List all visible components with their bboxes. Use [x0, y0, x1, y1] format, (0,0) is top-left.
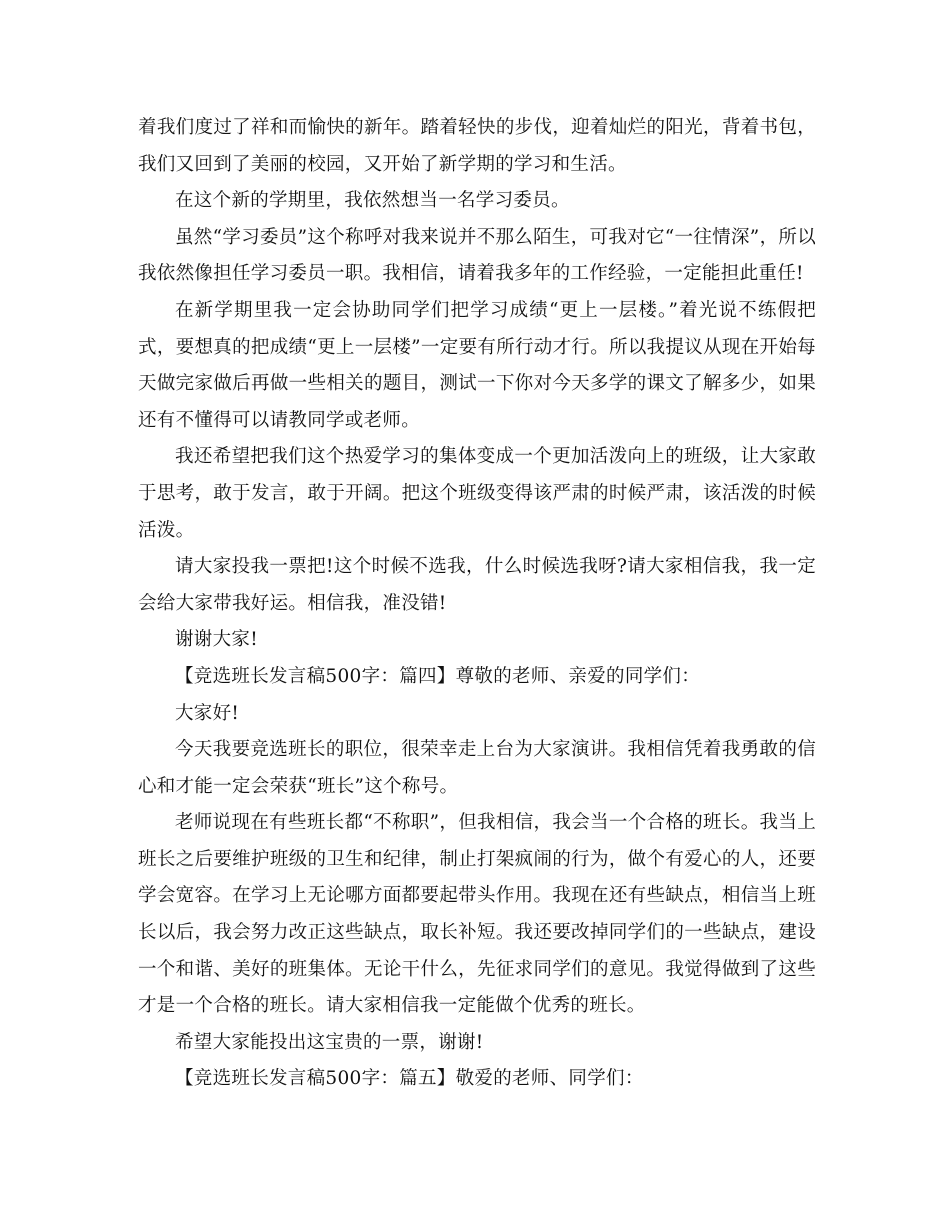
- paragraph: 我还希望把我们这个热爱学习的集体变成一个更加活泼向上的班级，让大家敢于思考，敢于发言，敢于开阔。把这个班级变得该严肃的时候严肃，该活泼的时候活泼。: [138, 446, 816, 541]
- document-body: [138, 110, 816, 1098]
- paragraph: 在这个新的学期里，我依然想当一名学习委员。: [175, 190, 570, 212]
- paragraph: 虽然“学习委员”这个称呼对我来说并不那么陌生，可我对它“一往情深”，所以我依然像担任学习委员一职。我相信，请着我多年的工作经验，一定能担此重任!: [138, 226, 816, 285]
- paragraph: 今天我要竞选班长的职位，很荣幸走上台为大家演讲。我相信凭着我勇敢的信心和才能一定会荣获“班长”这个称号。: [138, 739, 816, 797]
- section-heading: 【竞选班长发言稿500字：篇四】尊敬的老师、亲爱的同学们：: [175, 665, 701, 687]
- paragraph: 希望大家能投出这宝贵的一票，谢谢!: [175, 1031, 484, 1053]
- paragraph: 着我们度过了祥和而愉快的新年。踏着轻快的步伐，迎着灿烂的阳光，背着书包，我们又回到了美丽的校园，又开始了新学期的学习和生活。: [138, 117, 816, 175]
- paragraph: 谢谢大家!: [175, 629, 258, 651]
- paragraph: 大家好!: [175, 702, 240, 724]
- paragraph: 在新学期里我一定会协助同学们把学习成绩“更上一层楼。”着光说不练假把式，要想真的把成绩“更上一层楼”一定要有所行动才行。所以我提议从现在开始每天做完家做后再做一些相关的题目，测试一下你对今天多学的课文了解多少，如果还有不懂得可以请教同学或老师。: [138, 299, 816, 431]
- paragraph: 请大家投我一票把!这个时候不选我，什么时候选我呀?请大家相信我，我一定会给大家带我好运。相信我，准没错!: [138, 556, 816, 614]
- paragraph: 老师说现在有些班长都“不称职”，但我相信，我会当一个合格的班长。我当上班长之后要维护班级的卫生和纪律，制止打架疯闹的行为，做个有爱心的人，还要学会宽容。在学习上无论哪方面都要起带头作用。我现在还有些缺点，相信当上班长以后，我会努力改正这些缺点，取长补短。我还要改掉同学们的一些缺点，建设一个和谐、美好的班集体。无论干什么，先征求同学们的意见。我觉得做到了这些才是一个合格的班长。请大家相信我一定能做个优秀的班长。: [138, 812, 816, 1017]
- section-heading: 【竞选班长发言稿500字：篇五】敬爱的老师、同学们：: [175, 1068, 644, 1090]
